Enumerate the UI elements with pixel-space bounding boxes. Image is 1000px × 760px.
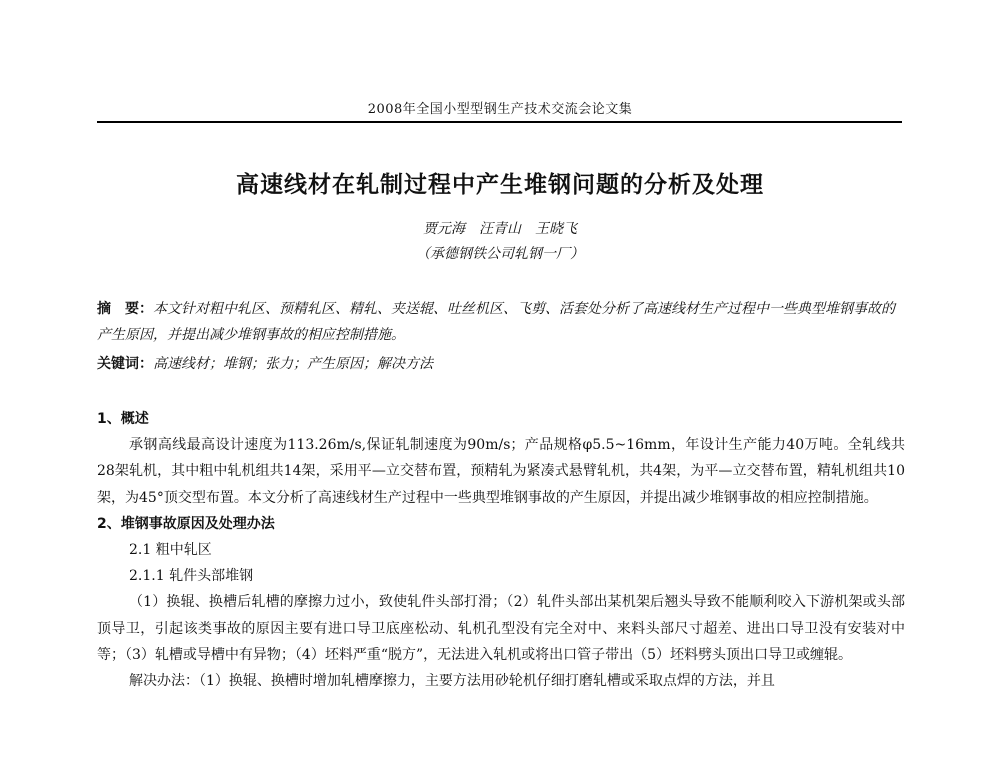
article-title: 高速线材在轧制过程中产生堆钢问题的分析及处理 [236,171,764,198]
abstract [97,296,905,348]
article-authors: 贾元海 汪青山 王晓飞 [423,221,577,237]
solution-paragraph: 解决办法：（1）换辊、换槽时增加轧槽摩擦力，主要方法用砂轮机仔细打磨轧槽或采取点焊的方法，并且 [129,673,775,690]
abstract-text: 本文针对粗中轧区、预精轧区、精轧、夹送辊、吐丝机区、飞剪、活套处分析了高速线材生产过程中一些典型堆钢事故的产生原因，并提出减少堆钢事故的相应控制措施。 [97,301,895,343]
section-1-paragraph: 承钢高线最高设计速度为113.26m/s,保证轧制速度为90m/s；产品规格φ5.5~16mm，年设计生产能力40万吨。全轧线共28架轧机，其中粗中轧机组共14架，采用平—立交替布置，预精轧为紧凑式悬臂轧机，共4架，为平—立交替布置，精轧机组共10架，为45°顶交型布置。本文分析了高速线材生产过程中一些典型堆钢事故的产生原因，并提出减少堆钢事故的相应控制措施。 [97,437,905,506]
keywords-label: 关键词： [97,356,153,372]
subsection-2-1-1-heading: 2.1.1 轧件头部堆钢 [129,568,254,585]
abstract-label: 摘 要： [97,301,153,317]
article-affiliation: （承德钢铁公司轧钢一厂） [416,246,584,262]
section-1-heading: 1、概述 [97,411,149,427]
keywords [97,351,905,377]
causes-paragraph: （1）换辊、换槽后轧槽的摩擦力过小，致使轧件头部打滑；（2）轧件头部出某机架后翘头导致不能顺利咬入下游机架或头部顶导卫，引起该类事故的原因主要有进口导卫底座松动、轧机孔型没有完全对中、来料头部尺寸超差、进出口导卫没有安装对中等；（3）轧槽或导槽中有异物；（4）坯料严重“脱方”，无法进入轧机或将出口管子带出（5）坯料劈头顶出口导卫或缠辊。 [97,594,905,663]
header-rule [97,121,902,123]
running-header: 2008年全国小型型钢生产技术交流会论文集 [367,102,633,117]
body-text [97,406,905,694]
section-2-heading: 2、堆钢事故原因及处理办法 [97,515,275,532]
keywords-text: 高速线材；堆钢；张力；产生原因；解决方法 [153,356,433,372]
subsection-2-1-heading: 2.1 粗中轧区 [129,542,212,559]
